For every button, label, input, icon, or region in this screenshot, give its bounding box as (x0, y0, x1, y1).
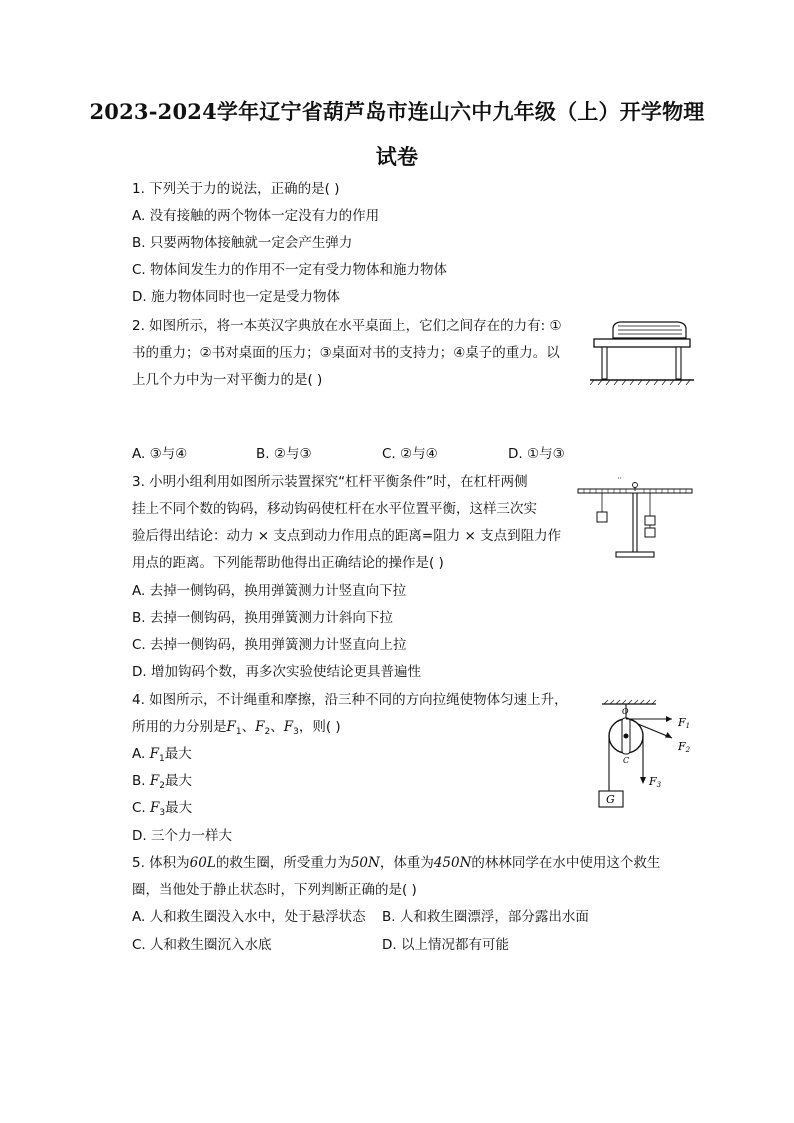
label-g: G (606, 793, 615, 806)
q3-stem-line-3: 验后得出结论：动力 × 支点到动力作用点的距离=阻力 × 支点到阻力作 (132, 528, 562, 544)
q4-option-c: C. $F_3$最大 (132, 800, 193, 818)
label-o: O (622, 707, 629, 716)
q3-stem-line-4: 用点的距离。下列能帮助他得出正确结论的操作是( ) (132, 555, 444, 571)
q5-option-a: A. 人和救生圈没入水中，处于悬浮状态 (132, 909, 366, 925)
hook-weight-left (597, 512, 607, 522)
q1-option-a: A. 没有接触的两个物体一定没有力的作用 (132, 208, 380, 224)
q2-option-c: C. ②与④ (382, 446, 438, 462)
label-f1: F1 (678, 716, 691, 730)
lever-balance-figure (576, 474, 694, 564)
q1-stem: 1. 下列关于力的说法，正确的是( ) (132, 181, 340, 197)
hook-weight-right-2 (645, 528, 655, 537)
q4-option-d: D. 三个力一样大 (132, 828, 232, 844)
q3-option-b: B. 去掉一侧钩码，换用弹簧测力计斜向下拉 (132, 610, 393, 626)
q3-option-d: D. 增加钩码个数，再多次实验使结论更具普遍性 (132, 664, 421, 680)
q5-option-d: D. 以上情况都有可能 (382, 937, 509, 953)
hook-weight-right-1 (645, 516, 655, 525)
q3-stem-line-2: 挂上不同个数的钩码，移动钩码使杠杆在水平位置平衡，这样三次实 (132, 501, 537, 517)
q2-stem-line-3: 上几个力中为一对平衡力的是( ) (132, 372, 323, 388)
q1-option-d: D. 施力物体同时也一定是受力物体 (132, 289, 340, 305)
page-title-line-2: 试卷 (375, 144, 419, 169)
dictionary-book-icon (613, 322, 686, 338)
page-title-line-1: 2023-2024学年辽宁省葫芦岛市连山六中九年级（上）开学物理 (89, 99, 705, 124)
label-c: C (623, 756, 630, 765)
q4-option-a: A. $F_1$最大 (132, 746, 192, 764)
pulley-figure (594, 698, 698, 810)
q2-stem-line-1: 2. 如图所示，将一本英汉字典放在水平桌面上，它们之间存在的力有: ① (132, 318, 562, 334)
pivot-icon (633, 483, 638, 488)
q5-option-b: B. 人和救生圈漂浮，部分露出水面 (382, 909, 589, 925)
q2-stem-line-2: 书的重力；②书对桌面的压力；③桌面对书的支持力；④桌子的重力。以 (132, 345, 560, 361)
q2-option-a: A. ③与④ (132, 446, 188, 462)
q4-stem-line-2: 所用的力分别是$F_1$、$F_2$、$F_3$，则( ) (132, 719, 341, 737)
q2-option-b: B. ②与③ (256, 446, 312, 462)
q4-stem-line-1: 4. 如图所示，不计绳重和摩擦，沿三种不同的方向拉绳使物体匀速上升， (132, 692, 568, 708)
q5-stem-line-1: 5. 体积为60L的救生圈，所受重力为50N，体重为450N的林林同学在水中使用这个救生 (132, 855, 661, 871)
q3-option-c: C. 去掉一侧钩码，换用弹簧测力计竖直向上拉 (132, 637, 407, 653)
q5-stem-line-2: 圈，当他处于静止状态时，下列判断正确的是( ) (132, 882, 417, 898)
q1-option-b: B. 只要两物体接触就一定会产生弹力 (132, 235, 353, 251)
table-top (594, 339, 690, 347)
label-f2: F2 (678, 740, 691, 754)
q4-option-b: B. $F_2$最大 (132, 773, 192, 791)
q1-option-c: C. 物体间发生力的作用不一定有受力物体和施力物体 (132, 262, 448, 278)
book-on-table-figure (590, 316, 694, 386)
label-f3: F3 (649, 775, 662, 789)
q3-option-a: A. 去掉一侧钩码，换用弹簧测力计竖直向下拉 (132, 583, 407, 599)
q5-option-c: C. 人和救生圈沉入水底 (132, 937, 272, 953)
q2-option-d: D. ①与③ (508, 446, 565, 462)
q3-stem-line-1: 3. 小明小组利用如图所示装置探究“杠杆平衡条件”时，在杠杆两侧 (132, 474, 528, 490)
